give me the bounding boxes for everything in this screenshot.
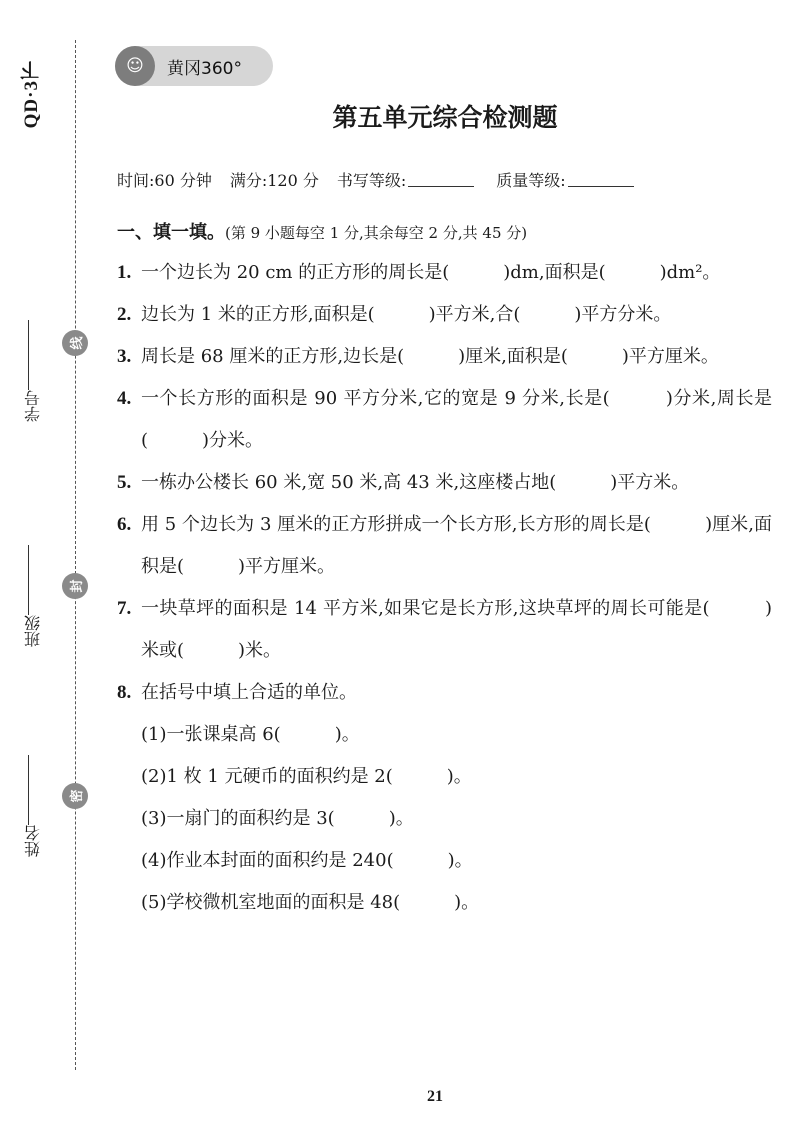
question-text[interactable]: 周长是 68 厘米的正方形,边长是( )厘米,面积是( )平方厘米。 — [141, 346, 719, 367]
sub-question[interactable]: (5)学校微机室地面的面积是 48( )。 — [141, 892, 480, 913]
class-blank[interactable] — [28, 545, 30, 615]
question-text[interactable]: 一个边长为 20 cm 的正方形的周长是( )dm,面积是( )dm²。 — [141, 262, 721, 283]
brand-badge — [115, 46, 273, 86]
kids-logo-icon: ☺ — [115, 46, 155, 86]
question-item — [117, 294, 772, 336]
edition-code: QD·3下 — [21, 60, 42, 129]
page-title: 第五单元综合检测题 — [332, 103, 558, 132]
name-blank[interactable] — [28, 755, 30, 825]
question-item — [117, 378, 772, 462]
question-item — [117, 504, 772, 588]
name-label: 姓名 — [23, 825, 43, 857]
question-number: 3. — [117, 346, 132, 367]
question-number: 7. — [117, 598, 132, 619]
seal-seal: 封 — [62, 573, 88, 599]
writing-grade-blank[interactable] — [408, 168, 474, 187]
sub-question[interactable]: (1)一张课桌高 6( )。 — [141, 724, 360, 745]
student-id-field — [18, 320, 48, 422]
class-label: 班级 — [23, 615, 43, 647]
binding-dashed-line — [75, 40, 76, 1070]
exam-full-score: 满分:120 分 — [229, 171, 319, 190]
question-text: 在括号中填上合适的单位。 — [141, 682, 357, 703]
quality-grade-label: 质量等级: — [496, 171, 566, 190]
question-text[interactable]: 一个长方形的面积是 90 平方分米,它的宽是 9 分米,长是( )分米,周长是( )分米。 — [141, 388, 772, 451]
seal-secret: 密 — [62, 783, 88, 809]
exam-content — [117, 212, 772, 924]
question-number: 4. — [117, 388, 132, 409]
name-field — [18, 755, 48, 857]
question-number: 1. — [117, 262, 132, 283]
question-number: 6. — [117, 514, 132, 535]
student-id-blank[interactable] — [28, 320, 30, 390]
section-heading — [117, 212, 772, 252]
question-text[interactable]: 边长为 1 米的正方形,面积是( )平方米,合( )平方分米。 — [141, 304, 672, 325]
question-item — [117, 252, 772, 294]
question-number: 8. — [117, 682, 132, 703]
writing-grade-label: 书写等级: — [336, 171, 407, 190]
sub-question[interactable]: (2)1 枚 1 元硬币的面积约是 2( )。 — [141, 766, 472, 787]
exam-time: 时间:60 分钟 — [117, 171, 212, 190]
class-field — [18, 545, 48, 647]
section-note: (第 9 小题每空 1 分,其余每空 2 分,共 45 分) — [225, 224, 528, 242]
quality-grade-blank[interactable] — [568, 168, 634, 187]
question-item — [117, 672, 772, 714]
sub-question[interactable]: (3)一扇门的面积约是 3( )。 — [141, 808, 414, 829]
question-number: 5. — [117, 472, 132, 493]
seal-line: 线 — [62, 330, 88, 356]
question-text[interactable]: 一块草坪的面积是 14 平方米,如果它是长方形,这块草坪的周长可能是( )米或( )米。 — [141, 598, 772, 661]
sub-question[interactable]: (4)作业本封面的面积约是 240( )。 — [141, 850, 473, 871]
page-number: 21 — [427, 1088, 443, 1105]
section-label: 一、填一填。 — [117, 222, 225, 243]
brand-name: 黄冈360° — [167, 58, 242, 79]
exam-meta-row — [117, 168, 772, 191]
student-id-label: 学号 — [23, 390, 43, 422]
question-item — [117, 462, 772, 504]
question-item — [117, 336, 772, 378]
question-item — [117, 588, 772, 672]
question-text[interactable]: 用 5 个边长为 3 厘米的正方形拼成一个长方形,长方形的周长是( )厘米,面积是( )平方厘米。 — [141, 514, 772, 577]
question-text[interactable]: 一栋办公楼长 60 米,宽 50 米,高 43 米,这座楼占地( )平方米。 — [141, 472, 690, 493]
question-number: 2. — [117, 304, 132, 325]
